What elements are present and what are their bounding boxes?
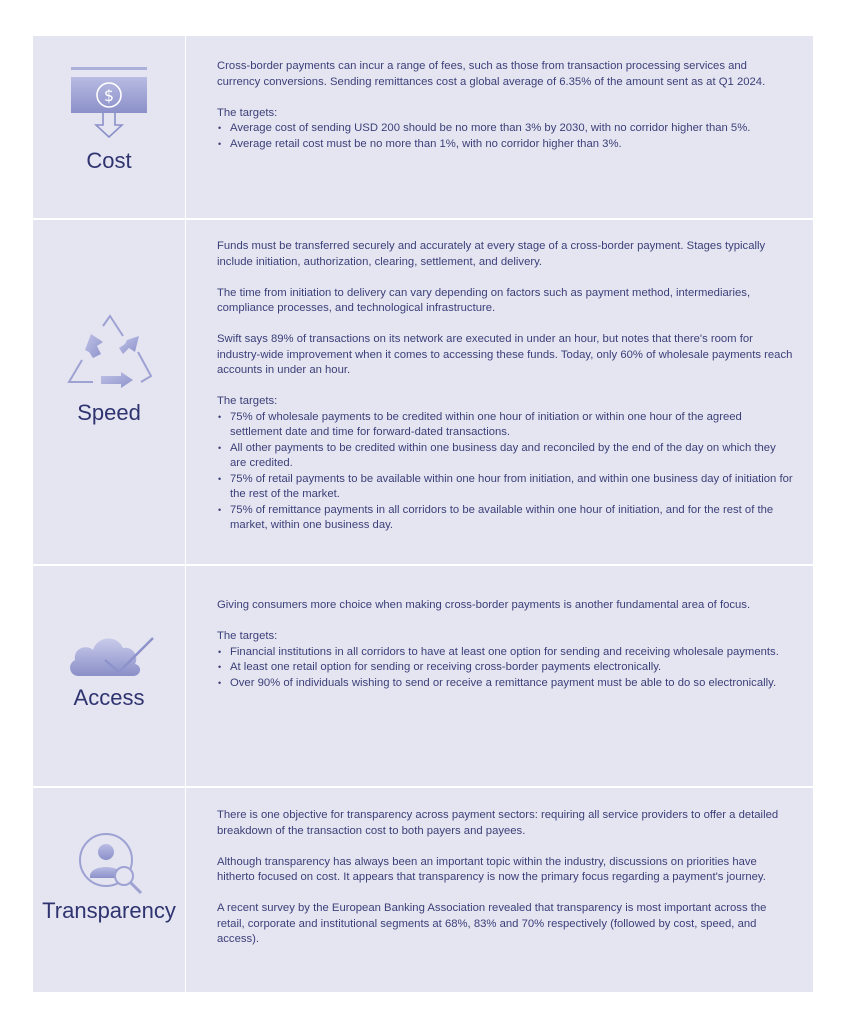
row-content [217, 598, 793, 691]
paragraph: Although transparency has always been an important topic within the industry, discussions on priorities have hitherto focused on cost. It appears that transparency is now the primary focus regarding a payment's journey. [217, 855, 766, 883]
row-content-cell [186, 788, 813, 992]
recycle-arrows-icon [67, 314, 153, 395]
list-item: • Average cost of sending USD 200 should be no more than 3% by 2030, with no corridor higher than 5%. [217, 121, 793, 137]
row-content-cell [186, 566, 813, 786]
paragraph: Giving consumers more choice when making cross-border payments is another fundamental area of focus. [217, 599, 751, 611]
row-cost [33, 36, 813, 220]
paragraph: There is one objective for transparency across payment sectors: requiring all service providers to offer a detailed breakdown of the transaction cost to both payers and payees. [217, 809, 779, 837]
row-label-cell [33, 36, 186, 218]
list-item: • All other payments to be credited within one business day and reconciled by the end of the day on which they are credited. [217, 441, 793, 472]
person-magnifier-icon [78, 832, 144, 903]
row-title: Speed [77, 400, 141, 425]
targets-heading: The targets: [217, 106, 278, 119]
paragraph: Swift says 89% of transactions on its network are executed in under an hour, but notes that there's room for industry-wide improvement when it comes to accessing these funds. Today, only 60% of wholesale payments reach accounts in under an hour. [217, 333, 793, 376]
dollar-bill-icon [69, 67, 149, 148]
list-item: • 75% of wholesale payments to be credited within one hour of initiation or within one hour of the agreed settlement date and time for forward-dated transactions. [217, 410, 793, 441]
row-label-cell [33, 220, 186, 564]
row-content [217, 239, 793, 534]
paragraph: A recent survey by the European Banking Association revealed that transparency is most important across the retail, corporate and institutional segments at 68%, 83% and 70% respectively (followed by cost, speed, and access). [217, 902, 767, 945]
list-item: • Financial institutions in all corridors to have at least one option for sending and receiving wholesale payments. [217, 645, 793, 661]
targets-list [217, 645, 793, 692]
comparison-table [33, 36, 813, 992]
row-title: Cost [86, 148, 132, 173]
cloud-check-icon [67, 628, 157, 685]
row-transparency [33, 788, 813, 992]
row-label-cell [33, 566, 186, 786]
row-content [217, 808, 793, 948]
list-item: • Average retail cost must be no more than 1%, with no corridor higher than 3%. [217, 137, 793, 153]
row-label-cell [33, 788, 186, 992]
row-speed [33, 220, 813, 566]
targets-list [217, 121, 793, 152]
paragraph: Funds must be transferred securely and accurately at every stage of a cross-border payment. Stages typically include initiation, authorization, clearing, settlement, and delivery. [217, 240, 766, 268]
list-item: • Over 90% of individuals wishing to send or receive a remittance payment must be able to do so electronically. [217, 676, 793, 692]
targets-list [217, 410, 793, 534]
row-content-cell [186, 220, 813, 564]
paragraph: Cross-border payments can incur a range of fees, such as those from transaction processing services and currency conversions. Sending remittances cost a global average of 6.35% of the amount sent as at Q1 2024. [217, 60, 766, 88]
row-title: Access [73, 685, 145, 710]
row-title: Transparency [42, 898, 176, 923]
targets-heading: The targets: [217, 395, 278, 407]
paragraph: The time from initiation to delivery can vary depending on factors such as payment method, intermediaries, compliance processes, and technological infrastructure. [217, 286, 751, 314]
svg-text:$: $ [103, 86, 115, 105]
row-content [217, 59, 793, 152]
row-content-cell [186, 36, 813, 218]
list-item: • At least one retail option for sending or receiving cross-border payments electronically. [217, 660, 793, 676]
list-item: • 75% of retail payments to be available within one hour from initiation, and within one business day of initiation for the rest of the market. [217, 472, 793, 503]
targets-heading: The targets: [217, 630, 278, 642]
list-item: • 75% of remittance payments in all corridors to be available within one hour of initiation, and for the rest of the market, within one business day. [217, 503, 793, 534]
row-access [33, 566, 813, 788]
